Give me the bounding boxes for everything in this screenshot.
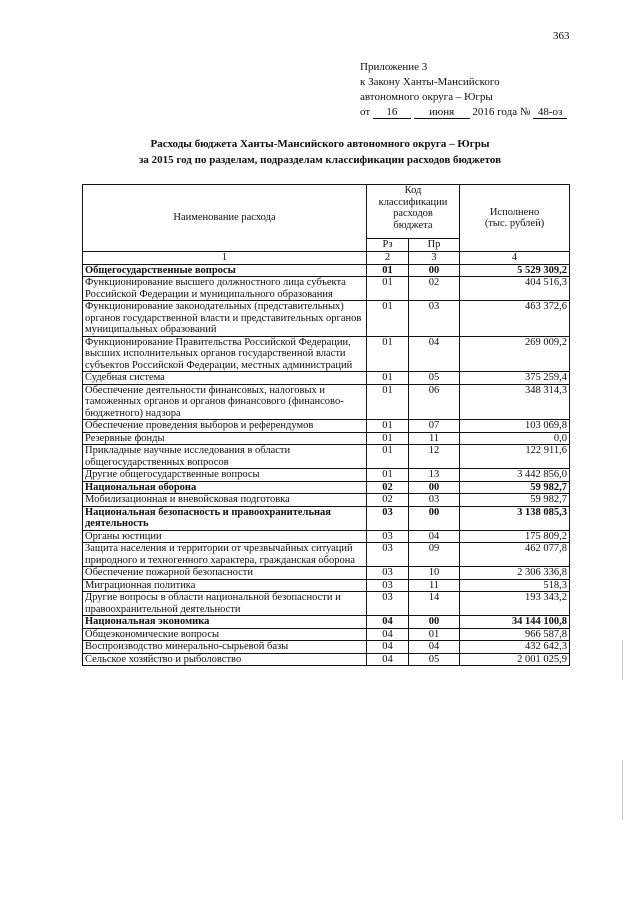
row-section-code: 03 <box>367 543 409 567</box>
header-code-line-3: расходов <box>393 208 433 219</box>
row-amount: 2 001 025,9 <box>460 653 570 666</box>
row-amount: 375 259,4 <box>460 372 570 385</box>
header-pr: Пр <box>409 239 460 252</box>
row-name: Национальная экономика <box>83 616 367 629</box>
row-subsection-code: 13 <box>409 469 460 482</box>
row-subsection-code: 09 <box>409 543 460 567</box>
row-amount: 432 642,3 <box>460 641 570 654</box>
table-row <box>83 445 570 469</box>
row-subsection-code: 04 <box>409 336 460 372</box>
row-name: Обеспечение пожарной безопасности <box>83 567 367 580</box>
row-section-code: 03 <box>367 506 409 530</box>
scan-edge-mark <box>622 760 623 820</box>
row-name: Другие вопросы в области национальной безопасности и правоохранительной деятельности <box>83 592 367 616</box>
row-name: Защита населения и территории от чрезвычайных ситуаций природного и техногенного характера, гражданская оборона <box>83 543 367 567</box>
row-section-code: 04 <box>367 616 409 629</box>
row-amount: 518,3 <box>460 579 570 592</box>
row-name: Другие общегосударственные вопросы <box>83 469 367 482</box>
row-subsection-code: 02 <box>409 277 460 301</box>
row-subsection-code: 00 <box>409 481 460 494</box>
table-row <box>83 616 570 629</box>
row-subsection-code: 10 <box>409 567 460 580</box>
row-subsection-code: 03 <box>409 494 460 507</box>
row-name: Общегосударственные вопросы <box>83 264 367 277</box>
budget-table <box>82 184 570 666</box>
table-row <box>83 432 570 445</box>
row-section-code: 03 <box>367 567 409 580</box>
row-amount: 0,0 <box>460 432 570 445</box>
row-name: Функционирование законодательных (представительных) органов государственной власти и представительных органов муниципальных образований <box>83 301 367 337</box>
header-code-line-2: классификации <box>378 196 448 208</box>
table-row <box>83 481 570 494</box>
header-name: Наименование расхода <box>83 185 367 252</box>
table-row <box>83 641 570 654</box>
row-name: Общеэкономические вопросы <box>83 628 367 641</box>
row-subsection-code: 01 <box>409 628 460 641</box>
row-subsection-code: 07 <box>409 420 460 433</box>
scan-edge-mark <box>622 640 623 680</box>
table-row <box>83 301 570 337</box>
row-amount: 348 314,3 <box>460 384 570 420</box>
row-section-code: 02 <box>367 481 409 494</box>
column-number-row <box>83 252 570 265</box>
row-section-code: 01 <box>367 469 409 482</box>
row-name: Воспроизводство минерально-сырьевой базы <box>83 641 367 654</box>
col-number: 4 <box>460 252 570 265</box>
row-section-code: 01 <box>367 277 409 301</box>
date-month: июня <box>414 106 470 119</box>
row-amount: 5 529 309,2 <box>460 264 570 277</box>
table-row <box>83 372 570 385</box>
row-section-code: 01 <box>367 420 409 433</box>
row-amount: 462 077,8 <box>460 543 570 567</box>
title-line-1: Расходы бюджета Ханты-Мансийского автономного округа – Югры <box>150 138 490 150</box>
row-section-code: 01 <box>367 264 409 277</box>
row-amount: 122 911,6 <box>460 445 570 469</box>
row-section-code: 03 <box>367 592 409 616</box>
table-row <box>83 264 570 277</box>
row-subsection-code: 00 <box>409 506 460 530</box>
table-row <box>83 469 570 482</box>
header-executed-line-2: (тыс. рублей) <box>484 218 545 229</box>
col-number: 1 <box>83 252 367 265</box>
table-row <box>83 384 570 420</box>
row-amount: 3 442 856,0 <box>460 469 570 482</box>
appendix-line-3: автономного округа – Югры <box>360 91 493 103</box>
page-number: 363 <box>553 30 570 42</box>
row-subsection-code: 04 <box>409 641 460 654</box>
row-subsection-code: 06 <box>409 384 460 420</box>
row-subsection-code: 03 <box>409 301 460 337</box>
row-subsection-code: 04 <box>409 530 460 543</box>
row-name: Национальная безопасность и правоохранительная деятельность <box>83 506 367 530</box>
date-year: 2016 года № <box>472 106 531 118</box>
date-prefix: от <box>360 106 371 118</box>
row-subsection-code: 00 <box>409 616 460 629</box>
row-amount: 3 138 085,3 <box>460 506 570 530</box>
row-section-code: 04 <box>367 641 409 654</box>
row-amount: 404 516,3 <box>460 277 570 301</box>
table-row <box>83 567 570 580</box>
row-subsection-code: 05 <box>409 372 460 385</box>
table-row <box>83 506 570 530</box>
row-amount: 175 809,2 <box>460 530 570 543</box>
row-section-code: 01 <box>367 384 409 420</box>
law-number: 48-оз <box>533 106 567 119</box>
row-name: Миграционная политика <box>83 579 367 592</box>
row-section-code: 01 <box>367 372 409 385</box>
header-code-line-1: Код <box>404 185 422 196</box>
table-row <box>83 543 570 567</box>
row-name: Национальная оборона <box>83 481 367 494</box>
table-row <box>83 579 570 592</box>
row-section-code: 02 <box>367 494 409 507</box>
table-row <box>83 653 570 666</box>
row-name: Резервные фонды <box>83 432 367 445</box>
table-row <box>83 494 570 507</box>
row-section-code: 04 <box>367 653 409 666</box>
header-code-line-4: бюджета <box>393 219 433 231</box>
row-name: Обеспечение деятельности финансовых, налоговых и таможенных органов и органов финансового (финансово-бюджетного) надзора <box>83 384 367 420</box>
table-row <box>83 277 570 301</box>
row-amount: 59 982,7 <box>460 481 570 494</box>
document-title <box>0 136 640 168</box>
row-section-code: 03 <box>367 579 409 592</box>
row-name: Функционирование высшего должностного лица субъекта Российской Федерации и муниципального образования <box>83 277 367 301</box>
row-subsection-code: 11 <box>409 432 460 445</box>
table-row <box>83 628 570 641</box>
row-section-code: 04 <box>367 628 409 641</box>
header-executed-line-1: Исполнено <box>489 206 540 218</box>
col-number: 3 <box>409 252 460 265</box>
row-name: Сельское хозяйство и рыболовство <box>83 653 367 666</box>
appendix-header <box>360 60 567 120</box>
header-rz: Рз <box>367 239 409 252</box>
row-subsection-code: 05 <box>409 653 460 666</box>
row-subsection-code: 12 <box>409 445 460 469</box>
row-section-code: 01 <box>367 432 409 445</box>
row-amount: 463 372,6 <box>460 301 570 337</box>
row-subsection-code: 00 <box>409 264 460 277</box>
table-row <box>83 336 570 372</box>
appendix-date-line <box>360 105 567 120</box>
row-name: Мобилизационная и вневойсковая подготовка <box>83 494 367 507</box>
row-section-code: 01 <box>367 301 409 337</box>
table-row <box>83 592 570 616</box>
row-name: Прикладные научные исследования в области общегосударственных вопросов <box>83 445 367 469</box>
col-number: 2 <box>367 252 409 265</box>
header-code <box>367 185 460 239</box>
title-line-2: за 2015 год по разделам, подразделам классификации расходов бюджетов <box>138 154 502 166</box>
row-subsection-code: 11 <box>409 579 460 592</box>
row-section-code: 01 <box>367 336 409 372</box>
table-row <box>83 530 570 543</box>
row-name: Обеспечение проведения выборов и референдумов <box>83 420 367 433</box>
row-name: Судебная система <box>83 372 367 385</box>
row-amount: 59 982,7 <box>460 494 570 507</box>
row-section-code: 01 <box>367 445 409 469</box>
appendix-line-1: Приложение 3 <box>360 61 428 73</box>
row-subsection-code: 14 <box>409 592 460 616</box>
row-amount: 103 069,8 <box>460 420 570 433</box>
row-amount: 2 306 336,8 <box>460 567 570 580</box>
row-amount: 966 587,8 <box>460 628 570 641</box>
row-amount: 269 009,2 <box>460 336 570 372</box>
appendix-line-2: к Закону Ханты-Мансийского <box>360 76 500 88</box>
row-section-code: 03 <box>367 530 409 543</box>
row-name: Органы юстиции <box>83 530 367 543</box>
row-amount: 34 144 100,8 <box>460 616 570 629</box>
table-row <box>83 420 570 433</box>
header-executed <box>460 185 570 252</box>
row-name: Функционирование Правительства Российской Федерации, высших исполнительных органов государственной власти субъектов Российской Федерации, местных администраций <box>83 336 367 372</box>
date-day: 16 <box>373 106 411 119</box>
row-amount: 193 343,2 <box>460 592 570 616</box>
